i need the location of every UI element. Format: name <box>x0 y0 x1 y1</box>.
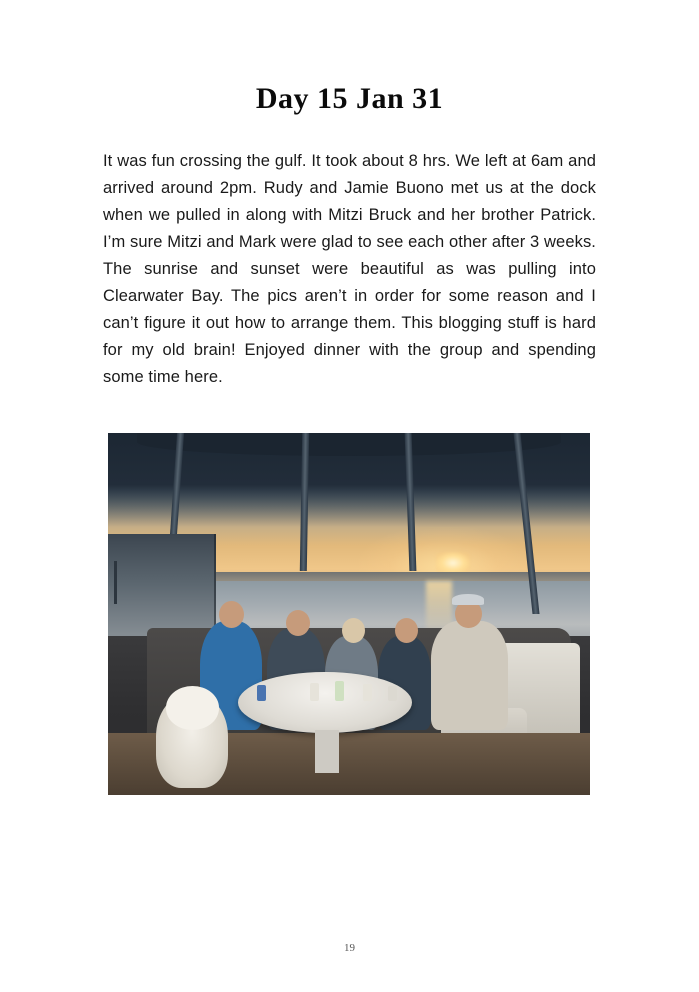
person-head <box>286 610 310 636</box>
drink-cup <box>335 681 344 701</box>
photo-figure <box>108 433 590 795</box>
body-paragraph: It was fun crossing the gulf. It took about 8 hrs. We left at 6am and arrived around 2pm. Rudy and Jamie Buono met us at the dock when we pulled in along with Mitzi Bruck and her brother Patrick. I’m sure Mitzi and Mark were glad to see each other after 3 weeks. The sunrise and sunset were beautiful as was pulling into Clearwater Bay. The pics aren’t in order for some reason and I can’t figure it out how to arrange them. This blogging stuff is hard for my old brain! Enjoyed dinner with the group and spending some time here. <box>103 152 596 386</box>
baseball-cap <box>452 594 484 605</box>
dog-head <box>166 686 219 729</box>
person-head <box>342 618 365 643</box>
person-figure <box>431 621 508 730</box>
page-number: 19 <box>344 942 355 954</box>
drink-cup <box>257 685 266 701</box>
sun-icon <box>436 552 470 574</box>
drink-cup <box>310 683 319 701</box>
round-table <box>238 672 412 734</box>
table-pedestal <box>315 730 339 773</box>
drink-cup <box>363 684 372 701</box>
drink-cup <box>388 686 397 701</box>
page-title: Day 15 Jan 31 <box>255 82 444 115</box>
person-head <box>395 618 418 643</box>
canopy-arch <box>137 433 561 456</box>
mast <box>114 561 117 604</box>
sunset-boat-photo <box>108 433 590 795</box>
